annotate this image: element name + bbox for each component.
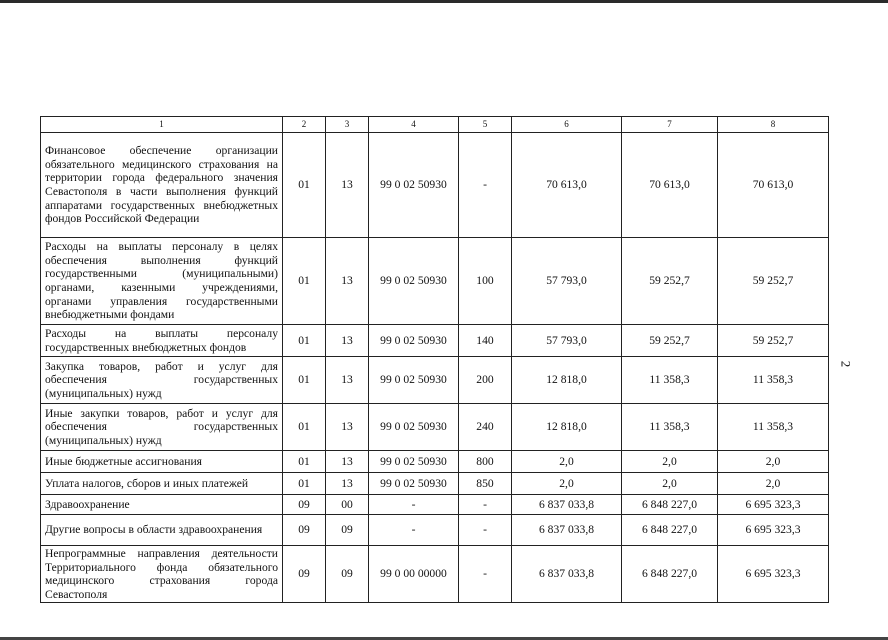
section-code: 09 [283, 546, 326, 603]
row-description: Непрограммные направления деятельности Территориального фонда обязательного медицинского страхования города Севастополя [41, 546, 283, 603]
amount-col8: 6 695 323,3 [718, 546, 829, 603]
section-code: 01 [283, 451, 326, 473]
expense-type: 850 [459, 473, 512, 495]
amount-col8: 59 252,7 [718, 238, 829, 325]
amount-col6: 57 793,0 [512, 238, 622, 325]
amount-col6: 6 837 033,8 [512, 515, 622, 546]
row-description: Другие вопросы в области здравоохранения [41, 515, 283, 546]
amount-col7: 59 252,7 [622, 238, 718, 325]
amount-col7: 6 848 227,0 [622, 515, 718, 546]
expense-type: 240 [459, 404, 512, 451]
expense-type: 200 [459, 357, 512, 404]
amount-col8: 6 695 323,3 [718, 495, 829, 515]
row-description: Иные бюджетные ассигнования [41, 451, 283, 473]
section-code: 01 [283, 357, 326, 404]
amount-col8: 6 695 323,3 [718, 515, 829, 546]
subsection-code: 13 [326, 451, 369, 473]
amount-col8: 11 358,3 [718, 404, 829, 451]
header-cell: 3 [326, 117, 369, 133]
subsection-code: 13 [326, 404, 369, 451]
amount-col7: 2,0 [622, 473, 718, 495]
table-row [41, 133, 829, 238]
subsection-code: 09 [326, 546, 369, 603]
amount-col6: 57 793,0 [512, 325, 622, 357]
row-description: Расходы на выплаты персоналу в целях обеспечения выполнения функций государственными (муниципальными) органами, казенными учреждениями, органами управления государственными внебюджетными фондами [41, 238, 283, 325]
target-article: - [369, 515, 459, 546]
table-row [41, 546, 829, 603]
table-row [41, 451, 829, 473]
section-code: 01 [283, 404, 326, 451]
table-row [41, 325, 829, 357]
target-article: - [369, 495, 459, 515]
header-cell: 8 [718, 117, 829, 133]
subsection-code: 09 [326, 515, 369, 546]
section-code: 09 [283, 495, 326, 515]
subsection-code: 13 [326, 133, 369, 238]
target-article: 99 0 02 50930 [369, 357, 459, 404]
amount-col8: 70 613,0 [718, 133, 829, 238]
header-cell: 6 [512, 117, 622, 133]
amount-col7: 6 848 227,0 [622, 495, 718, 515]
subsection-code: 13 [326, 473, 369, 495]
subsection-code: 13 [326, 238, 369, 325]
amount-col6: 70 613,0 [512, 133, 622, 238]
target-article: 99 0 00 00000 [369, 546, 459, 603]
row-description: Финансовое обеспечение организации обязательного медицинского страхования на территории города федерального значения Севастополя в части выполнения функций аппаратами государственных внебюджетных фондов Российской Федерации [41, 133, 283, 238]
budget-table [40, 116, 829, 603]
header-cell: 1 [41, 117, 283, 133]
expense-type: - [459, 133, 512, 238]
section-code: 01 [283, 238, 326, 325]
subsection-code: 13 [326, 325, 369, 357]
header-cell: 2 [283, 117, 326, 133]
target-article: 99 0 02 50930 [369, 325, 459, 357]
target-article: 99 0 02 50930 [369, 133, 459, 238]
subsection-code: 00 [326, 495, 369, 515]
section-code: 01 [283, 133, 326, 238]
header-cell: 7 [622, 117, 718, 133]
row-description: Расходы на выплаты персоналу государственных внебюджетных фондов [41, 325, 283, 357]
expense-type: 800 [459, 451, 512, 473]
amount-col7: 70 613,0 [622, 133, 718, 238]
amount-col8: 2,0 [718, 473, 829, 495]
amount-col8: 11 358,3 [718, 357, 829, 404]
row-description: Здравоохранение [41, 495, 283, 515]
header-cell: 5 [459, 117, 512, 133]
section-code: 01 [283, 325, 326, 357]
header-row [41, 117, 829, 133]
table-row [41, 404, 829, 451]
row-description: Уплата налогов, сборов и иных платежей [41, 473, 283, 495]
amount-col7: 2,0 [622, 451, 718, 473]
target-article: 99 0 02 50930 [369, 473, 459, 495]
header-cell: 4 [369, 117, 459, 133]
expense-type: - [459, 546, 512, 603]
target-article: 99 0 02 50930 [369, 238, 459, 325]
table-row [41, 238, 829, 325]
amount-col6: 6 837 033,8 [512, 495, 622, 515]
amount-col6: 12 818,0 [512, 404, 622, 451]
table-row [41, 473, 829, 495]
scan-edge-top [0, 0, 888, 3]
expense-type: 100 [459, 238, 512, 325]
amount-col7: 11 358,3 [622, 404, 718, 451]
section-code: 09 [283, 515, 326, 546]
amount-col7: 59 252,7 [622, 325, 718, 357]
target-article: 99 0 02 50930 [369, 404, 459, 451]
amount-col6: 2,0 [512, 473, 622, 495]
table-row [41, 515, 829, 546]
expense-type: - [459, 515, 512, 546]
section-code: 01 [283, 473, 326, 495]
amount-col6: 6 837 033,8 [512, 546, 622, 603]
amount-col7: 11 358,3 [622, 357, 718, 404]
amount-col8: 2,0 [718, 451, 829, 473]
expense-type: - [459, 495, 512, 515]
subsection-code: 13 [326, 357, 369, 404]
expense-type: 140 [459, 325, 512, 357]
amount-col6: 2,0 [512, 451, 622, 473]
table-row [41, 357, 829, 404]
amount-col6: 12 818,0 [512, 357, 622, 404]
row-description: Иные закупки товаров, работ и услуг для обеспечения государственных (муниципальных) нужд [41, 404, 283, 451]
amount-col7: 6 848 227,0 [622, 546, 718, 603]
amount-col8: 59 252,7 [718, 325, 829, 357]
target-article: 99 0 02 50930 [369, 451, 459, 473]
row-description: Закупка товаров, работ и услуг для обеспечения государственных (муниципальных) нужд [41, 357, 283, 404]
page-number: 2 [838, 360, 854, 368]
table-row [41, 495, 829, 515]
